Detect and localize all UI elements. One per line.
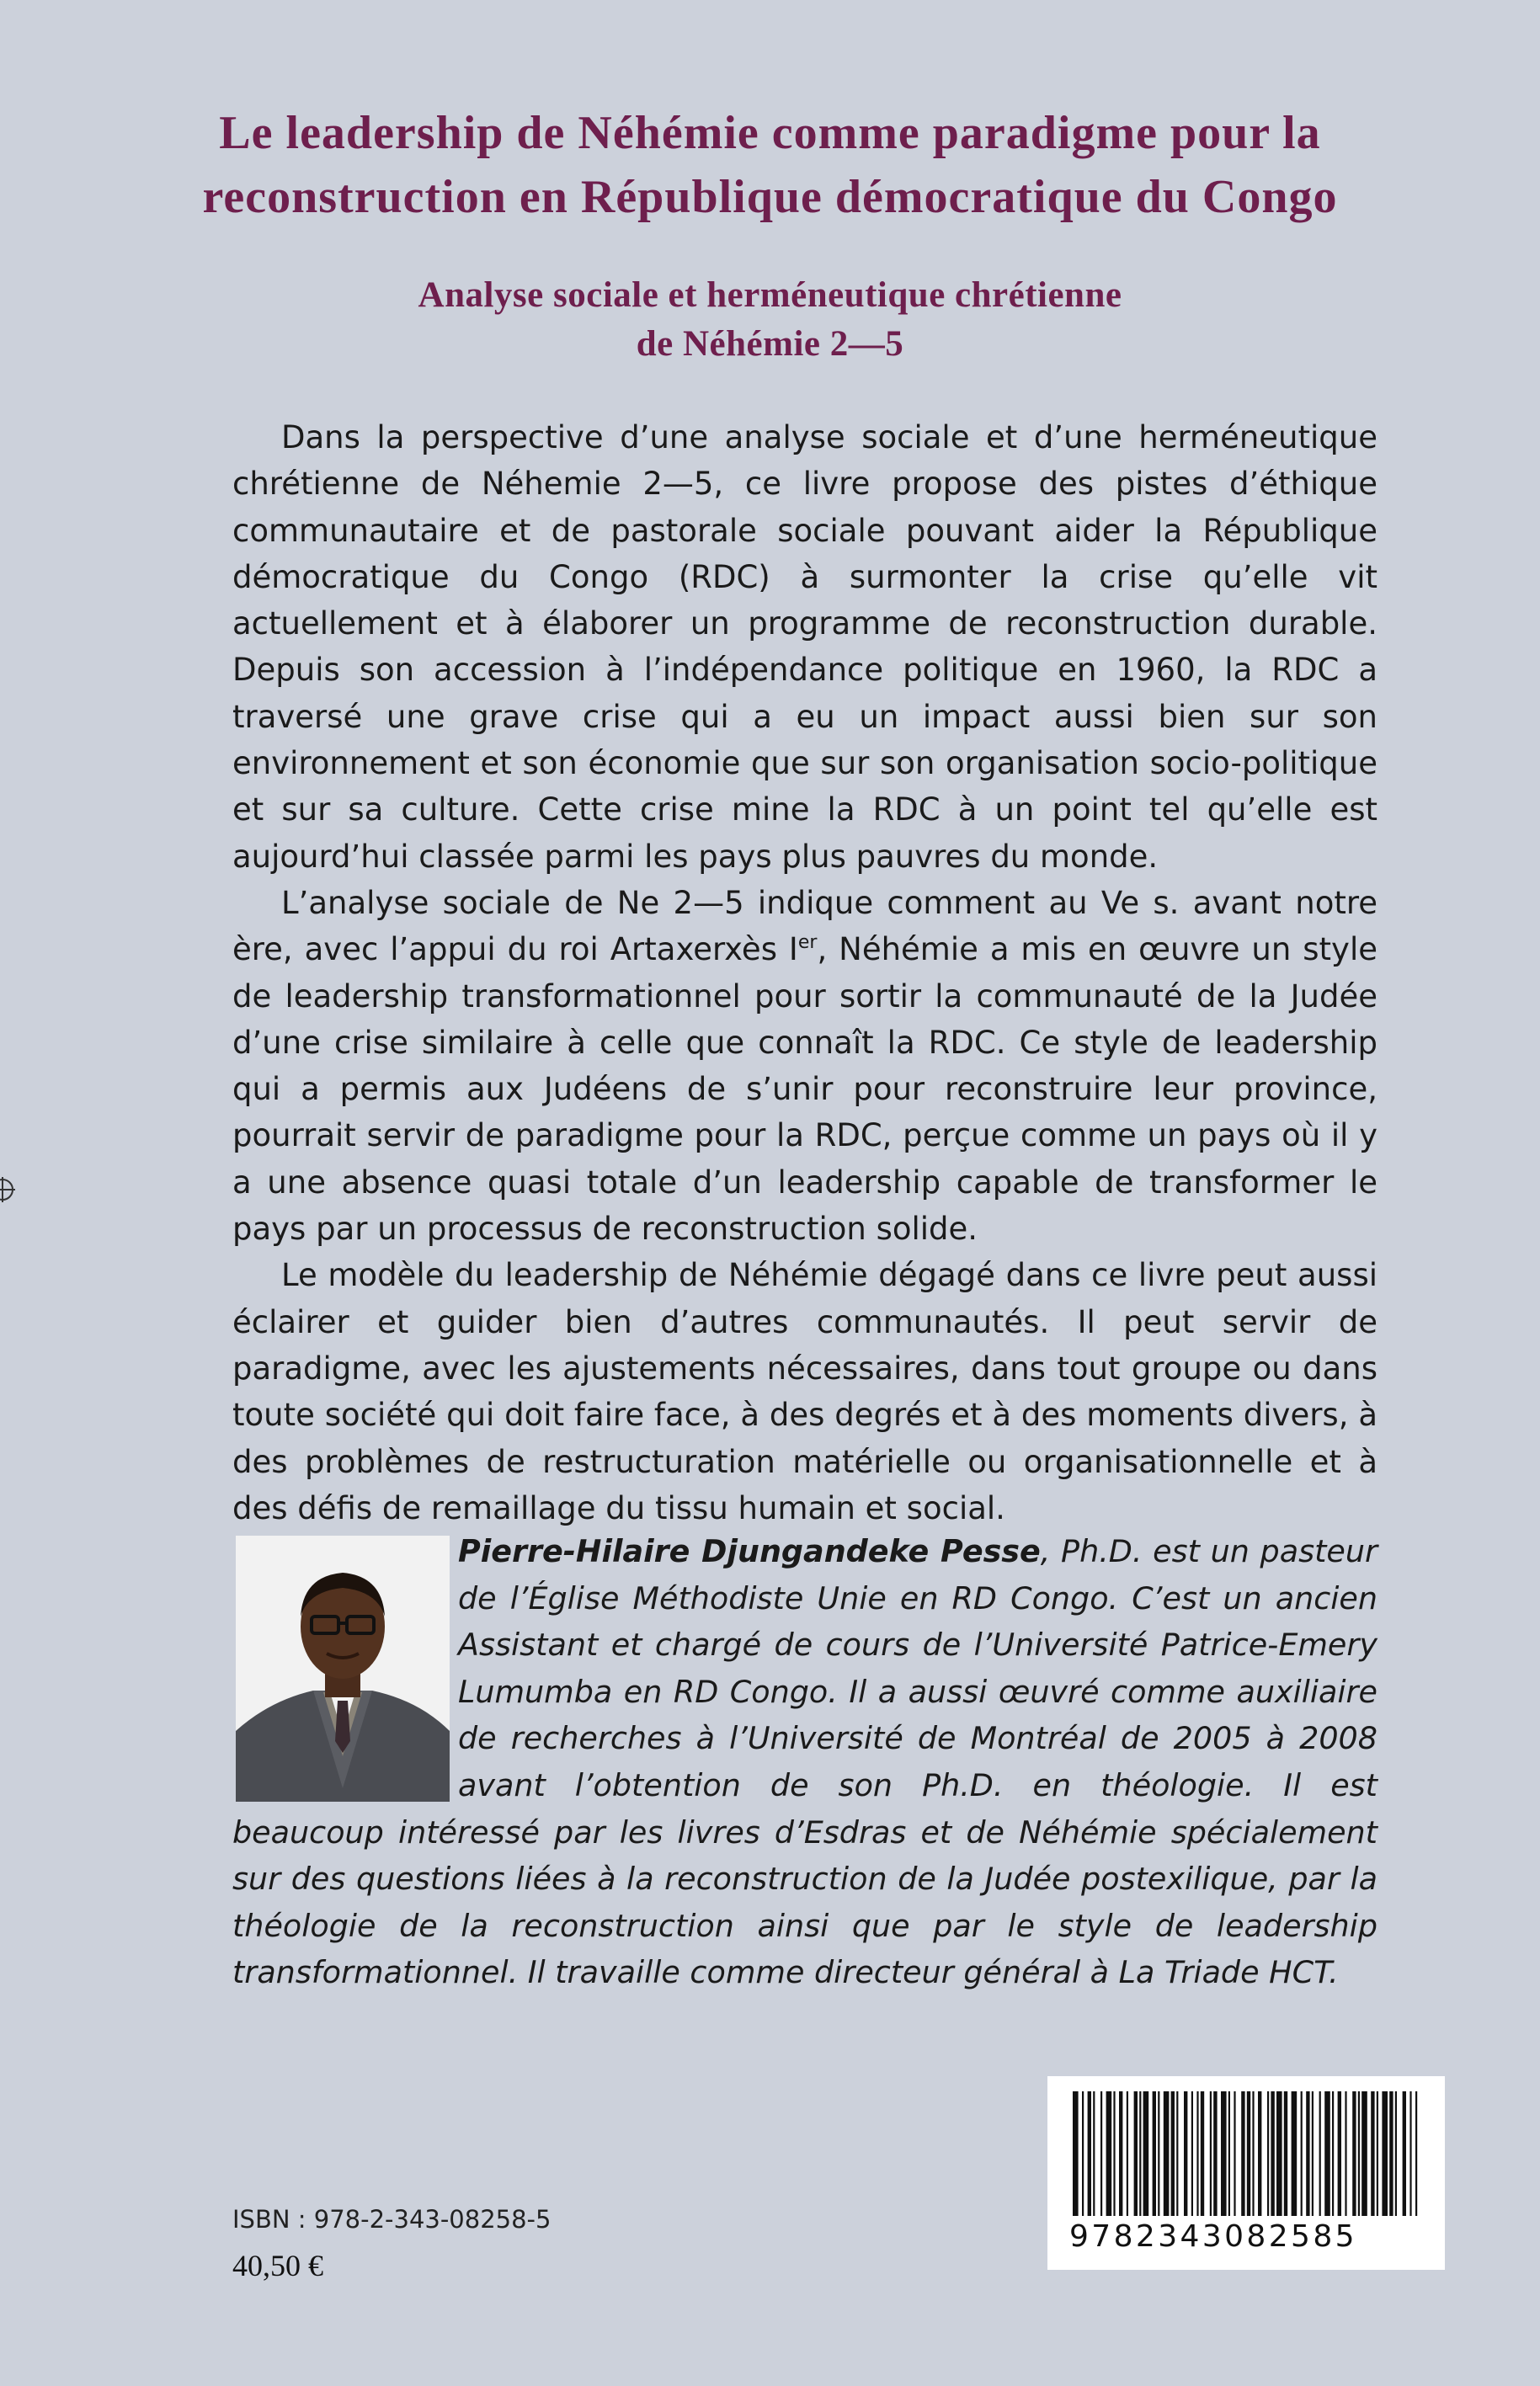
- barcode-bar: [1415, 2091, 1417, 2216]
- barcode-bar: [1389, 2091, 1393, 2216]
- barcode-bar: [1324, 2091, 1330, 2216]
- barcode-bar: [1134, 2091, 1138, 2216]
- barcode-bar: [1267, 2091, 1269, 2216]
- barcode-bar: [1127, 2091, 1128, 2216]
- para2-part-1: L’analyse sociale de Ne 2—5 indique comment au Ve s. avant notre ère, avec l’appui du roi Artaxerxès I: [232, 884, 1377, 968]
- barcode-bar: [1271, 2091, 1274, 2216]
- barcode-bar: [1106, 2091, 1112, 2216]
- summary-text: [232, 414, 1377, 1531]
- barcode-bar: [1088, 2091, 1091, 2216]
- author-name: Pierre-Hilaire Djungandeke Pesse: [458, 1533, 1041, 1569]
- barcode-bar: [1113, 2091, 1115, 2216]
- barcode-bar: [1292, 2091, 1298, 2216]
- barcode-bar: [1284, 2091, 1287, 2216]
- title-line-1: Le leadership de Néhémie comme paradigme pour la: [219, 107, 1321, 159]
- book-title: [67, 101, 1473, 229]
- barcode-bar: [1153, 2091, 1156, 2216]
- summary-paragraph-1: Dans la perspective d’une analyse sociale et d’une herméneutique chrétienne de Néhemie 2—5, ce livre propose des pistes d’éthique communautaire et de pastorale sociale pouvant aider la République démocratique du Congo (RDC) à surmonter la crise qu’elle vit actuellement et à élaborer un programme de reconstruction durable. Depuis son accession à l’indépendance politique en 1960, la RDC a traversé une grave crise qui a eu un impact aussi bien sur son environnement et son économie que sur son organisation socio-politique et sur sa culture. Cette crise mine la RDC à un point tel qu’elle est aujourd’hui classée parmi les pays plus pauvres du monde.: [232, 419, 1377, 875]
- barcode-bar: [1176, 2091, 1178, 2216]
- barcode-bar: [1143, 2091, 1149, 2216]
- barcode: [1047, 2076, 1445, 2270]
- barcode-bar: [1252, 2091, 1254, 2216]
- barcode-bar: [1382, 2091, 1388, 2216]
- barcode-bar: [1358, 2091, 1360, 2216]
- subtitle-line-1: Analyse sociale et herméneutique chrétienne: [418, 275, 1122, 315]
- barcode-bar: [1196, 2091, 1198, 2216]
- barcode-bar: [1319, 2091, 1321, 2216]
- barcode-bar: [1093, 2091, 1095, 2216]
- barcode-number: 9782343082585: [1069, 2219, 1357, 2254]
- barcode-bar: [1119, 2091, 1122, 2216]
- barcode-bar: [1158, 2091, 1159, 2216]
- barcode-bar: [1403, 2091, 1406, 2216]
- barcode-bar: [1082, 2091, 1084, 2216]
- barcode-bar: [1171, 2091, 1175, 2216]
- author-description: , Ph.D. est un pasteur de l’Église Méthodiste Unie en RD Congo. C’est un ancien Assistant et chargé de cours de l’Université Patrice-Emery Lumumba en RD Congo. Il a aussi œuvré comme auxiliaire de recherches à l’Université de Montréal de 2005 à 2008 avant l’obtention de son Ph.D. en théologie. Il est beaucoup intéressé par les livres d’Esdras et de Néhémie spécialement sur des questions liées à la reconstruction de la Judée postexilique, par la théologie de la reconstruction ainsi que par le style de leadership transformationnel. Il travaille comme directeur général à La Triade HCT.: [232, 1533, 1378, 1991]
- author-bio: [232, 1528, 1377, 1996]
- barcode-bar: [1201, 2091, 1204, 2216]
- barcode-bar: [1073, 2091, 1079, 2216]
- barcode-bar: [1241, 2091, 1244, 2216]
- barcode-bar: [1184, 2091, 1187, 2216]
- barcode-bar: [1409, 2091, 1411, 2216]
- barcode-bar: [1338, 2091, 1341, 2216]
- barcode-bar: [1306, 2091, 1309, 2216]
- barcode-bar: [1371, 2091, 1374, 2216]
- barcode-bar: [1100, 2091, 1102, 2216]
- barcode-bar: [1221, 2091, 1227, 2216]
- title-line-2: reconstruction en République démocratique du Congo: [202, 171, 1338, 223]
- isbn: ISBN : 978-2-343-08258-5: [232, 2205, 552, 2234]
- barcode-bar: [1345, 2091, 1346, 2216]
- registration-mark-icon: [0, 1179, 13, 1201]
- summary-paragraph-2: [232, 880, 1377, 1252]
- barcode-bar: [1228, 2091, 1230, 2216]
- summary-paragraph-3: Le modèle du leadership de Néhémie dégagé dans ce livre peut aussi éclairer et guider bien d’autres communautés. Il peut servir de paradigme, avec les ajustements nécessaires, dans tout groupe ou dans toute société qui doit faire face, à des degrés et à des moments divers, à des problèmes de restructuration matérielle ou organisationnelle et à des défis de remaillage du tissu humain et social.: [232, 1257, 1377, 1526]
- barcode-bar: [1361, 2091, 1367, 2216]
- barcode-bar: [1312, 2091, 1314, 2216]
- barcode-bar: [1276, 2091, 1282, 2216]
- para2-superscript: er: [797, 932, 818, 954]
- barcode-bar: [1139, 2091, 1141, 2216]
- barcode-bar: [1247, 2091, 1250, 2216]
- barcode-bar: [1210, 2091, 1212, 2216]
- barcode-bar: [1234, 2091, 1235, 2216]
- barcode-bar: [1395, 2091, 1397, 2216]
- book-subtitle: [67, 271, 1473, 369]
- price: 40,50 €: [232, 2249, 323, 2282]
- barcode-bar: [1258, 2091, 1261, 2216]
- barcode-bar: [1352, 2091, 1356, 2216]
- barcode-bar: [1301, 2091, 1303, 2216]
- subtitle-line-2: de Néhémie 2—5: [636, 324, 904, 364]
- photo-spacer: [232, 1528, 458, 1794]
- barcode-bar: [1164, 2091, 1170, 2216]
- barcode-bar: [1191, 2091, 1193, 2216]
- barcode-bar: [1213, 2091, 1217, 2216]
- barcode-bar: [1332, 2091, 1334, 2216]
- para2-part-2: , Néhémie a mis en œuvre un style de leadership transformationnel pour sortir la communauté de la Judée d’une crise similaire à celle que connaît la RDC. Ce style de leadership qui a permis aux Judéens de s’unir pour reconstruire leur province, pourrait servir de paradigme pour la RDC, perçue comme un pays où il y a une absence quasi totale d’un leadership capable de transformer le pays par un processus de reconstruction solide.: [232, 931, 1377, 1248]
- barcode-bar: [1377, 2091, 1378, 2216]
